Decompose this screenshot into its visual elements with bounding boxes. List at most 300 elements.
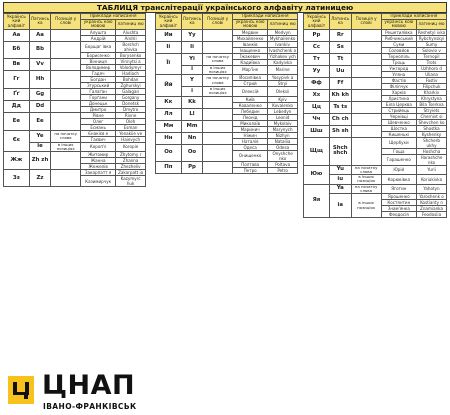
page-title: ТАБЛИЦЯ транслітерації українського алфавіту латиницею [3, 2, 447, 13]
table-row [304, 113, 447, 119]
example-latin: Stryiets [417, 107, 447, 113]
table-row [156, 120, 298, 126]
example-latin: Onyshche nko [268, 150, 298, 161]
example-ukrainian: Стрий [233, 81, 268, 87]
example-ukrainian: Богдан [81, 76, 116, 82]
latin-letter: Sh sh [329, 125, 351, 137]
ukrainian-letter: Шш [304, 125, 330, 137]
ukrainian-letter: Ґґ [4, 88, 30, 100]
position-note [51, 152, 81, 170]
example-ukrainian: Коваленко [233, 102, 268, 108]
table-row [304, 29, 447, 35]
example-ukrainian: Згурський [81, 82, 116, 88]
ukrainian-letter: Її [156, 53, 182, 74]
position-note [351, 101, 381, 113]
ukrainian-letter: Оо [156, 144, 182, 161]
example-ukrainian: Троць [381, 59, 416, 65]
example-ukrainian: Костянтин [381, 200, 416, 206]
latin-letter: Kh kh [329, 89, 351, 101]
example-latin: Yizhakev ych [269, 53, 296, 59]
example-ukrainian: Київ [233, 96, 268, 102]
example-ukrainian: Соловйов [381, 47, 416, 53]
example-latin: Nataliia [268, 138, 298, 144]
example-latin: Donetsk [116, 100, 146, 106]
latin-letter: Yy [181, 29, 203, 41]
table-row [4, 58, 146, 64]
example-latin: Leonid [268, 114, 298, 120]
example-latin: Zghurskyi [116, 82, 146, 88]
position-note [203, 132, 233, 144]
example-latin: Odesa [268, 144, 298, 150]
table-row [304, 41, 447, 47]
table-column-1 [3, 13, 146, 187]
example-ukrainian: Ужгород [381, 65, 416, 71]
example-ukrainian: Петро [233, 167, 268, 173]
header-examples: Приклади написання [381, 14, 446, 20]
example-ukrainian: Тернопіль [381, 53, 416, 59]
example-ukrainian: Андрій [81, 35, 116, 41]
ukrainian-letter: Фф [304, 77, 330, 89]
header-example-latin: латиниц ею [417, 19, 447, 29]
example-ukrainian: Чернівці [381, 113, 416, 119]
example-ukrainian: Фастів [381, 77, 416, 83]
position-note [351, 41, 381, 53]
latin-letter: Pp [181, 161, 203, 173]
latin-letter: Ts ts [329, 101, 351, 113]
ukrainian-letter: Дд [4, 100, 30, 112]
example-latin: Uliana [417, 71, 447, 77]
latin-letter: ie [29, 142, 51, 151]
example-ukrainian: Феодосія [381, 212, 416, 218]
table-row [4, 100, 146, 106]
header-ukrainian-alphabet: Українсь кий алфавіт [304, 14, 330, 30]
example-ukrainian: Шевченко [381, 119, 416, 125]
example-ukrainian: Ґорґани [81, 94, 116, 100]
position-note [203, 144, 233, 161]
latin-letter: Uu [329, 65, 351, 77]
table-row [156, 41, 298, 47]
example-latin: Zhanna [116, 158, 146, 164]
table-row [304, 65, 447, 71]
ukrainian-letter: Жж [4, 152, 30, 170]
latin-letter: Nn [181, 132, 203, 144]
position-note [51, 170, 81, 187]
translit-table [155, 13, 298, 174]
example-latin: Lebedyn [268, 108, 298, 114]
example-latin: Solovio v [417, 47, 447, 53]
example-latin: Zhytomy r [116, 152, 146, 158]
example-latin: Marine [268, 65, 298, 74]
latin-letter: Dd [29, 100, 51, 112]
header-ukrainian-alphabet: Українсь кий алфавіт [156, 14, 182, 30]
ukrainian-letter: Чч [304, 113, 330, 125]
example-latin: Ternopil [417, 53, 447, 59]
example-latin: Yaroshenk o [417, 194, 447, 200]
table-row [4, 112, 146, 118]
example-ukrainian: Уляна [381, 71, 416, 77]
example-latin: Borysenko [116, 52, 146, 58]
ukrainian-letter: Йй [156, 75, 182, 96]
example-latin: Shcherb ukhy [417, 137, 447, 148]
table-row [156, 161, 298, 167]
position-note [351, 53, 381, 65]
example-latin: Marynych [268, 126, 298, 132]
header-latin: Латинсь ка [29, 14, 51, 30]
ukrainian-letter: Рр [304, 29, 330, 41]
header-examples: Приклади написання [233, 14, 298, 20]
table-row [4, 130, 146, 136]
latin-letter: Bb [29, 41, 51, 58]
example-latin: Shostka [417, 125, 447, 131]
table-row [304, 125, 447, 131]
example-latin: Yurii [417, 165, 447, 174]
example-latin: Oleh [116, 118, 146, 124]
header-position: Позиція у слові [51, 14, 81, 30]
latin-letter: Oo [181, 144, 203, 161]
example-latin: Koriukivka [417, 175, 447, 184]
example-latin: Shevchen ko [418, 119, 445, 125]
example-ukrainian: Мар'їне [233, 65, 268, 74]
example-latin: Kazymyrc huk [116, 176, 146, 187]
latin-letter: Ya [329, 184, 351, 193]
latin-letter: Shch shch [329, 137, 351, 165]
latin-letter: Vv [29, 58, 51, 70]
position-note: в інших позиціях [203, 65, 233, 74]
example-latin: Feodosiia [417, 212, 447, 218]
ukrainian-letter: Яя [304, 184, 330, 217]
example-latin: Oleksii [268, 87, 298, 96]
position-note [51, 88, 81, 100]
header-position: Позиція у слові [203, 14, 233, 30]
ukrainian-letter: Лл [156, 108, 182, 120]
cnap-logo [6, 370, 156, 414]
example-latin: Reshetyl ivka [417, 29, 446, 35]
ukrainian-letter: Цц [304, 101, 330, 113]
table-row [4, 152, 146, 158]
header-latin: Латинсь ка [181, 14, 203, 30]
example-ukrainian: Кишенькі [381, 131, 416, 137]
example-latin: Chernivt si [417, 113, 447, 119]
ukrainian-letter: Сс [304, 41, 330, 53]
table-row [156, 108, 298, 114]
example-latin: Vinnytsi a [116, 58, 146, 64]
example-ukrainian: Іванків [233, 41, 268, 47]
ukrainian-letter: Вв [4, 58, 30, 70]
example-ukrainian: Біла Церква [381, 101, 416, 107]
example-ukrainian: Жанна [81, 158, 116, 164]
position-note: в інших позиціях [351, 194, 381, 218]
table-row [4, 70, 146, 76]
example-ukrainian: Миколаїв [233, 120, 268, 126]
example-latin: Mykhailenko [268, 35, 298, 41]
example-ukrainian: Донецьк [81, 100, 116, 106]
position-note [203, 41, 233, 53]
example-ukrainian: Наталія [233, 138, 268, 144]
example-ukrainian: Гадяч [81, 70, 116, 76]
example-ukrainian: Ніжин [233, 132, 268, 138]
ukrainian-letter: Пп [156, 161, 182, 173]
example-latin: Rivne [116, 112, 146, 118]
example-ukrainian: Шостка [381, 125, 416, 131]
cnap-logo-mark-icon [6, 373, 36, 407]
header-example-ukrainian: українсь кою мовою [381, 19, 416, 29]
example-latin: Znamianka [417, 206, 447, 212]
example-latin: Zhezheliv [116, 164, 146, 170]
latin-letter: Kk [181, 96, 203, 108]
example-latin: Kyshenky [417, 131, 447, 137]
example-ukrainian: Гоща [381, 148, 416, 154]
position-note [203, 120, 233, 132]
example-ukrainian: Одеса [233, 144, 268, 150]
table-row [304, 137, 447, 148]
table-row [4, 41, 146, 52]
ukrainian-letter: Аа [4, 29, 30, 41]
example-latin: Alushta [116, 29, 146, 35]
latin-letter: Hh [29, 70, 51, 88]
example-latin: Petro [268, 167, 298, 173]
example-ukrainian: Єнакієв е [81, 130, 116, 136]
logo-city: ІВАНО-ФРАНКІВСЬК [43, 402, 137, 411]
example-latin: Kovalenko [268, 102, 298, 108]
example-latin: Fastiv [417, 77, 447, 83]
header-ukrainian-alphabet: Українсь кий алфавіт [4, 14, 30, 30]
position-note [351, 89, 381, 101]
ukrainian-letter: Нн [156, 132, 182, 144]
example-ukrainian: Алушта [81, 29, 116, 35]
latin-letter: Ll [181, 108, 203, 120]
example-ukrainian: Ярошенко [381, 194, 416, 200]
example-latin: Poltava [268, 161, 298, 167]
example-ukrainian: Іващенко [233, 47, 268, 53]
example-ukrainian: Юрій [381, 165, 416, 174]
position-note [351, 113, 381, 125]
header-position: Позиція у слові [351, 14, 381, 30]
latin-letter: Zh zh [29, 152, 51, 170]
example-latin: Sumy [417, 41, 447, 47]
header-example-latin: латиниц ею [116, 19, 146, 29]
example-latin: Volodymyr [116, 64, 146, 70]
example-latin: Koropie [116, 142, 146, 151]
example-latin: Uzhhoro d [417, 65, 447, 71]
example-latin: Andrii [116, 35, 146, 41]
example-latin: Hadiach [116, 70, 146, 76]
ukrainian-letter: Мм [156, 120, 182, 132]
example-latin: Ivankiv [268, 41, 298, 47]
example-ukrainian: Харків [381, 89, 416, 95]
example-latin: Galagan [116, 88, 146, 94]
position-note [351, 65, 381, 77]
table-row [4, 29, 146, 35]
example-latin: Gorgany [116, 94, 146, 100]
example-ukrainian: Полтава [233, 161, 268, 167]
logo-name: ЦНАП [42, 370, 136, 401]
example-ukrainian: Закарпатт я [81, 170, 116, 176]
table-column-2 [155, 13, 298, 174]
example-latin: Filipchuk [417, 83, 447, 89]
table-row [156, 144, 298, 150]
position-note: в інших позиціях [51, 142, 81, 151]
example-ukrainian: Казимирчук [81, 176, 116, 187]
example-latin: Yosypivk a [268, 75, 298, 81]
latin-letter: Ss [329, 41, 351, 53]
example-ukrainian: Олег [81, 118, 116, 124]
example-ukrainian: Борщаг івка [81, 41, 116, 52]
ukrainian-letter: Ии [156, 29, 182, 41]
example-latin: Bohdan [116, 76, 146, 82]
example-latin: Medvyn [268, 29, 298, 35]
table-row [304, 184, 447, 193]
latin-letter: ia [329, 194, 351, 218]
position-note: на початку слова [51, 130, 81, 142]
position-note: на початку слова [203, 75, 233, 87]
example-latin: Kyiv [268, 96, 298, 102]
ukrainian-letter: Тт [304, 53, 330, 65]
example-ukrainian: Маринич [233, 126, 268, 132]
example-ukrainian: Філіпчук [381, 83, 416, 89]
latin-letter: Ee [29, 112, 51, 130]
example-ukrainian: Йосипівка [233, 75, 268, 81]
position-note [51, 112, 81, 130]
ukrainian-letter: Ее [4, 112, 30, 130]
table-row [156, 132, 298, 138]
position-note: на початку слова [203, 53, 233, 65]
position-note [203, 161, 233, 173]
example-latin: Kadyivka [268, 59, 298, 65]
example-ukrainian: Гарашенко [381, 154, 416, 165]
table-row [304, 165, 447, 174]
example-latin: Haievych [116, 136, 146, 142]
position-note [351, 29, 381, 41]
header-example-latin: латиниц ею [268, 19, 298, 29]
header-row [4, 14, 146, 20]
latin-letter: Zz [29, 170, 51, 187]
ukrainian-letter: Хх [304, 89, 330, 101]
example-ukrainian: Яготин [381, 184, 416, 193]
header-example-ukrainian: українсь кою мовою [81, 19, 116, 29]
table-row [304, 53, 447, 59]
example-ukrainian: Володимир [81, 64, 116, 70]
table-row [304, 89, 447, 95]
ukrainian-letter: Єє [4, 130, 30, 151]
example-latin: Borshch ahivka [116, 41, 146, 52]
example-latin: Khrystyna [417, 95, 447, 101]
translit-table [303, 13, 447, 218]
example-ukrainian: Рівне [81, 112, 116, 118]
example-ukrainian: Дмитро [81, 106, 116, 112]
header-example-ukrainian: українсь кою мовою [233, 19, 268, 29]
example-ukrainian: Жежелів [81, 164, 116, 170]
header-latin: Латинсь ка [329, 14, 351, 30]
example-ukrainian: Ґалаґан [81, 88, 116, 94]
translit-table [3, 13, 146, 187]
example-latin: Zakarpatt ia [116, 170, 146, 176]
ukrainian-letter: Іі [156, 41, 182, 53]
position-note [51, 58, 81, 70]
table-row [156, 53, 298, 59]
example-ukrainian: Щербухи [381, 137, 416, 148]
example-ukrainian: Суми [381, 41, 416, 47]
position-note [351, 125, 381, 137]
latin-letter: Ii [181, 41, 203, 53]
example-latin: Bila Tserkva [417, 101, 447, 107]
example-ukrainian: Знам'янка [381, 206, 416, 212]
header-row [304, 14, 447, 20]
table-row [304, 101, 447, 107]
latin-letter: Aa [29, 29, 51, 41]
position-note [51, 41, 81, 58]
example-latin: Rybchynskyi [417, 35, 447, 41]
example-latin: Stryi [268, 81, 298, 87]
latin-letter: Ye [29, 130, 51, 142]
position-note: на початку слова [351, 184, 381, 193]
position-note [351, 137, 381, 165]
ukrainian-letter: Гг [4, 70, 30, 88]
table-column-3 [303, 13, 447, 218]
example-latin: Kharkiv [417, 89, 447, 95]
example-ukrainian: Житомир [81, 152, 116, 158]
example-ukrainian: Есмань [81, 124, 116, 130]
position-note [351, 77, 381, 89]
header-row [156, 14, 298, 20]
table-row [304, 77, 447, 83]
example-latin: Yenakiie ve [116, 130, 146, 136]
ukrainian-letter: Кк [156, 96, 182, 108]
ukrainian-letter: Зз [4, 170, 30, 187]
table-row [156, 75, 298, 81]
latin-letter: i [181, 65, 203, 74]
example-ukrainian: Борисенко [81, 52, 116, 58]
example-ukrainian: Олексій [233, 87, 268, 96]
latin-letter: Rr [329, 29, 351, 41]
example-latin: Yahotyn [417, 184, 447, 193]
example-ukrainian: Корюківка [381, 175, 416, 184]
position-note: на початку слова [351, 165, 381, 174]
position-note [51, 100, 81, 112]
ukrainian-letter: Щщ [304, 137, 330, 165]
position-note [203, 96, 233, 108]
latin-letter: Mm [181, 120, 203, 132]
latin-letter: Tt [329, 53, 351, 65]
position-note [203, 29, 233, 41]
ukrainian-letter: Уу [304, 65, 330, 77]
example-ukrainian: Рибчинський [381, 35, 416, 41]
example-ukrainian: Лебедин [233, 108, 268, 114]
latin-letter: Ff [329, 77, 351, 89]
example-latin: Kostianty n [417, 200, 447, 206]
example-ukrainian: Михайленко [233, 35, 268, 41]
latin-letter: Yu [329, 165, 351, 174]
example-ukrainian: Кадиївка [233, 59, 268, 65]
example-ukrainian: Леонід [233, 114, 268, 120]
example-ukrainian: Христина [381, 95, 416, 101]
latin-letter: Yi [181, 53, 203, 65]
example-latin: Harashche nko [417, 154, 447, 165]
example-ukrainian: Короп'є [81, 142, 116, 151]
latin-letter: Ch ch [329, 113, 351, 125]
example-latin: Dmytro [116, 106, 146, 112]
position-note: в інших позиціях [203, 87, 233, 96]
example-ukrainian: Медвин [233, 29, 268, 35]
position-note [203, 108, 233, 120]
position-note [51, 29, 81, 41]
position-note [51, 70, 81, 88]
table-row [4, 170, 146, 176]
example-ukrainian: Їжакевич [233, 53, 268, 59]
latin-letter: Gg [29, 88, 51, 100]
example-latin: Esman [116, 124, 146, 130]
example-ukrainian: Вінниця [81, 58, 116, 64]
header-examples: Приклади написання [81, 14, 146, 20]
